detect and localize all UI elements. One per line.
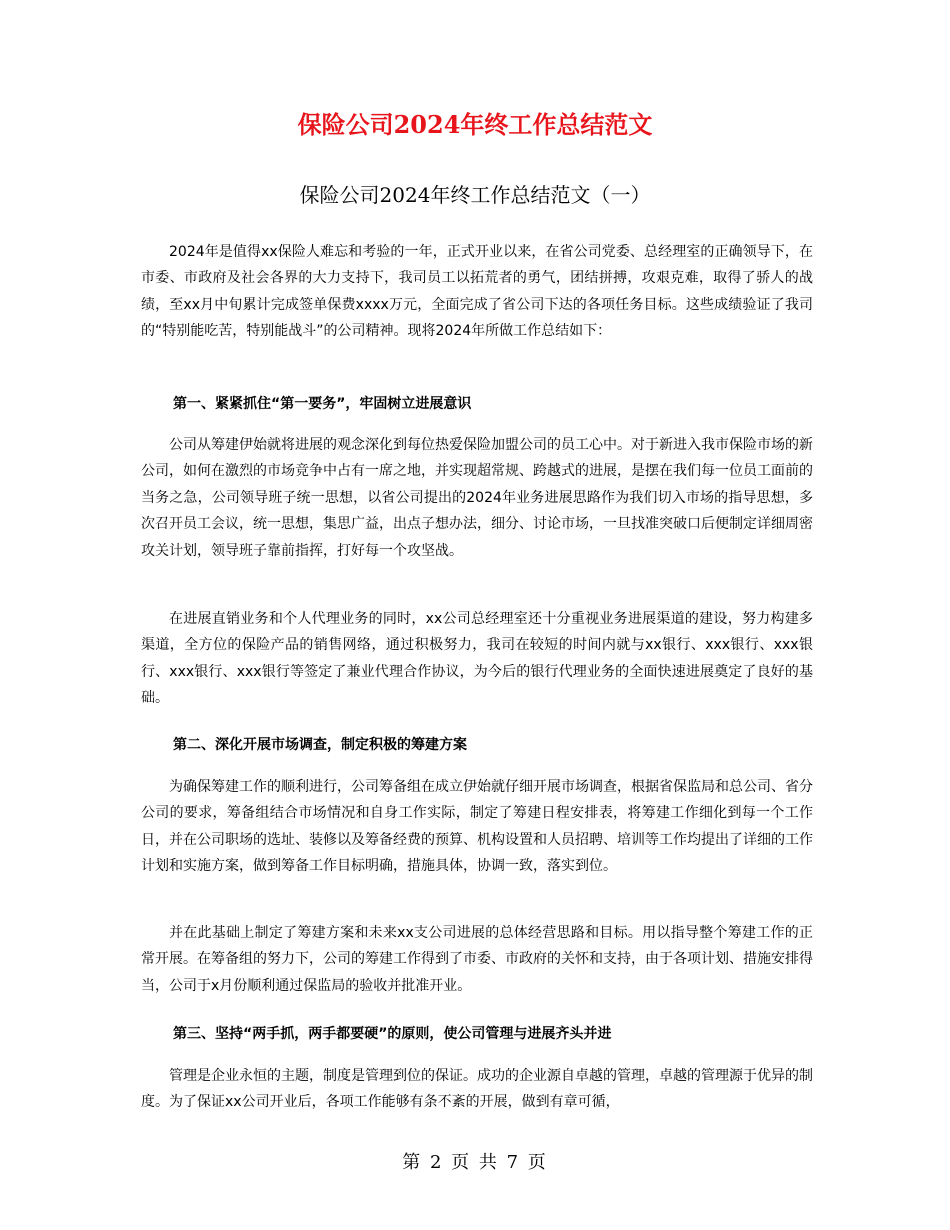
page-number-footer: 第 2 页 共 7 页 bbox=[402, 1152, 548, 1173]
paragraph-market-research: 为确保筹建工作的顺利进行，公司筹备组在成立伊始就仔细开展市场调查，根据省保监局和总公司、省分公司的要求，筹备组结合市场情况和自身工作实际，制定了筹建日程安排表，将筹建工作细化到每一个工作日，并在公司职场的选址、装修以及筹备经费的预算、机构设置和人员招聘、培训等工作均提出了详细的工作计划和实施方案，做到筹备工作目标明确，措施具体，协调一致，落实到位。 bbox=[141, 779, 813, 875]
paragraph-development: 公司从筹建伊始就将进展的观念深化到每位热爱保险加盟公司的员工心中。对于新进入我市保险市场的新公司，如何在激烈的市场竞争中占有一席之地，并实现超常规、跨越式的进展，是摆在我们每一位员工面前的当务之急，公司领导班子统一思想，以省公司提出的2024年业务进展思路作为我们切入市场的指导思想，多次召开员工会议，统一思想，集思广益，出点子想办法，细分、讨论市场，一旦找准突破口后便制定详细周密攻关计划，领导班子靠前指挥，打好每一个攻坚战。 bbox=[141, 437, 813, 559]
section-heading-2: 第二、深化开展市场调查，制定积极的筹建方案 bbox=[173, 737, 467, 753]
paragraph-management: 管理是企业永恒的主题，制度是管理到位的保证。成功的企业源自卓越的管理，卓越的管理源于优异的制度。为了保证xx公司开业后，各项工作能够有条不紊的开展，做到有章可循， bbox=[141, 1068, 813, 1111]
paragraph-channels: 在进展直销业务和个人代理业务的同时，xx公司总经理室还十分重视业务进展渠道的建设，努力构建多渠道，全方位的保险产品的销售网络，通过积极努力，我司在较短的时间内就与xx银行、xxx银行、xxx银行、xxx银行、xxx银行等签定了兼业代理合作协议，为今后的银行代理业务的全面快速进展奠定了良好的基础。 bbox=[141, 611, 813, 707]
document-title: 保险公司2024年终工作总结范文 bbox=[297, 110, 653, 139]
section-heading-3: 第三、坚持“两手抓，两手都要硬”的原则，使公司管理与进展齐头并进 bbox=[173, 1026, 612, 1042]
document-subtitle: 保险公司2024年终工作总结范文（一） bbox=[299, 183, 651, 207]
paragraph-intro: 2024年是值得xx保险人难忘和考验的一年，正式开业以来，在省公司党委、总经理室的正确领导下，在市委、市政府及社会各界的大力支持下，我司员工以拓荒者的勇气，团结拼搏，攻艰克难，取得了骄人的战绩，至xx月中旬累计完成签单保费xxxx万元，全面完成了省公司下达的各项任务目标。这些成绩验证了我司的“特别能吃苦，特别能战斗”的公司精神。现将2024年所做工作总结如下： bbox=[141, 244, 813, 340]
section-heading-1: 第一、紧紧抓住“第一要务”，牢固树立进展意识 bbox=[173, 396, 472, 412]
paragraph-preparation: 并在此基础上制定了筹建方案和未来xx支公司进展的总体经营思路和目标。用以指导整个筹建工作的正常开展。在筹备组的努力下，公司的筹建工作得到了市委、市政府的关怀和支持，由于各项计划、措施安排得当，公司于x月份顺利通过保监局的验收并批准开业。 bbox=[141, 925, 813, 994]
